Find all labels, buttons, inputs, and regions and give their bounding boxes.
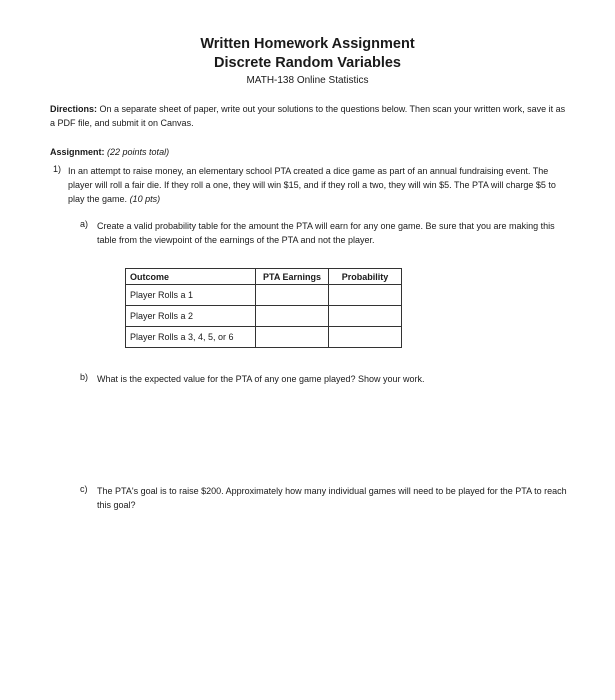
question-1-body: In an attempt to raise money, an elementary school PTA created a dice game as part of an annual fundraising event. The player will roll a fair die. If they roll a one, they will win $15, and if they roll a two, they will win $5. The PTA will charge $5 to play the game. <box>68 166 556 204</box>
part-a-text: Create a valid probability table for the amount the PTA will earn for any one game. Be sure that you are making this table from the viewpoint of the earnings of the PTA and not the player. <box>97 221 555 245</box>
assignment-line <box>50 145 169 159</box>
directions-label: Directions: <box>50 104 98 114</box>
part-b-text: What is the expected value for the PTA of any one game played? Show your work. <box>97 374 425 384</box>
course-subtitle: MATH-138 Online Statistics <box>246 75 369 86</box>
part-a-letter: a) <box>80 219 89 229</box>
assignment-label: Assignment: <box>50 147 105 157</box>
title-line-1: Written Homework Assignment <box>200 36 415 52</box>
part-c-text: The PTA's goal is to raise $200. Approximately how many individual games will need to be played for the PTA to reach this goal? <box>97 486 567 510</box>
earnings-cell <box>256 327 329 348</box>
directions-paragraph <box>50 102 568 130</box>
probability-table <box>125 268 402 348</box>
outcome-cell: Player Rolls a 2 <box>126 306 256 327</box>
header-outcome: Outcome <box>126 269 256 285</box>
directions-text: On a separate sheet of paper, write out your solutions to the questions below. Then scan your written work, save it as a PDF file, and submit it on Canvas. <box>50 104 566 128</box>
earnings-cell <box>256 306 329 327</box>
probability-cell <box>329 285 402 306</box>
header-probability: Probability <box>329 269 402 285</box>
outcome-cell: Player Rolls a 3, 4, 5, or 6 <box>126 327 256 348</box>
question-1-text <box>68 164 568 206</box>
probability-cell <box>329 306 402 327</box>
earnings-cell <box>256 285 329 306</box>
outcome-cell: Player Rolls a 1 <box>126 285 256 306</box>
question-1-number: 1) <box>53 164 62 174</box>
table-row <box>126 327 402 348</box>
assignment-points: (22 points total) <box>107 147 170 157</box>
probability-cell <box>329 327 402 348</box>
table-header-row <box>126 269 402 285</box>
header-pta-earnings: PTA Earnings <box>256 269 329 285</box>
table-row <box>126 306 402 327</box>
title-line-2: Discrete Random Variables <box>214 55 401 71</box>
part-b-letter: b) <box>80 372 89 382</box>
part-c-letter: c) <box>80 484 88 494</box>
table-row <box>126 285 402 306</box>
question-1-points: (10 pts) <box>129 194 161 204</box>
